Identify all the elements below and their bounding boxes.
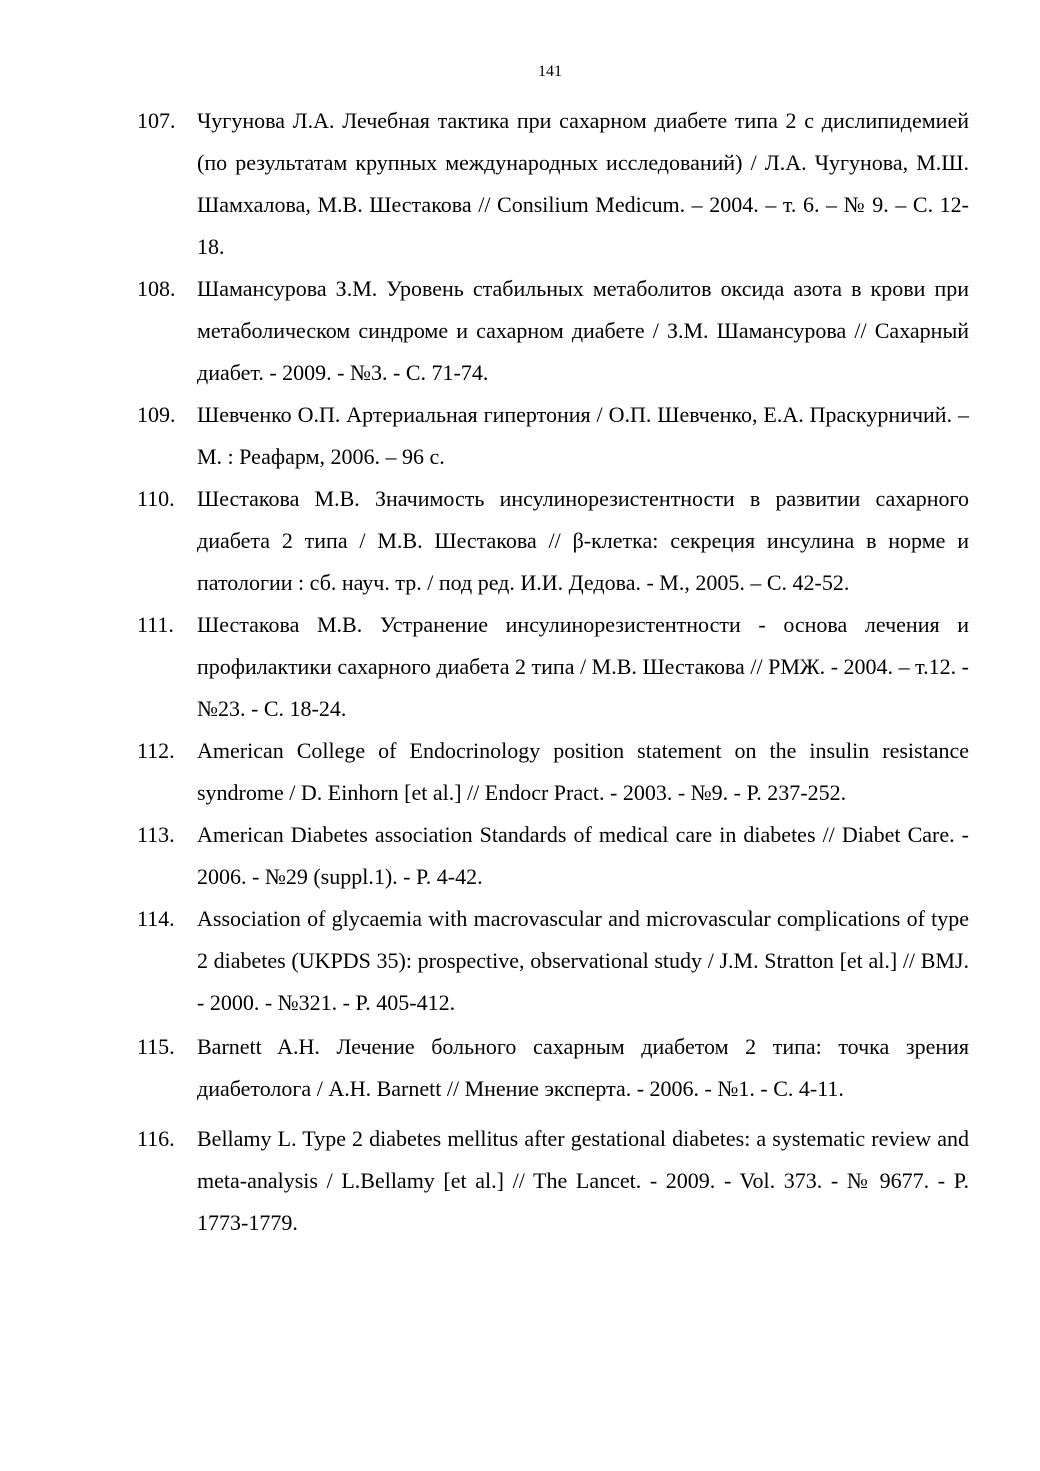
reference-text: Bellamy L. Type 2 diabetes mellitus after gestational diabetes: a systematic review and meta-analysis / L.Bellamy [et al.] // The Lancet. - 2009. - Vol. 373. - № 9677. - P. 1773-1779. <box>197 1126 969 1235</box>
reference-number: 112. <box>137 738 175 763</box>
reference-item <box>137 814 969 898</box>
reference-number: 109. <box>137 402 176 427</box>
reference-text: American College of Endocrinology position statement on the insulin resistance syndrome / D. Einhorn [et al.] // Endocr Pract. - 2003. - №9. - P. 237-252. <box>197 738 969 805</box>
reference-text: American Diabetes association Standards of medical care in diabetes // Diabet Care. - 2006. - №29 (suppl.1). - P. 4-42. <box>197 822 969 889</box>
reference-number: 108. <box>137 276 176 301</box>
reference-text: Barnett A.H. Лечение больного сахарным диабетом 2 типа: точка зрения диабетолога / A.H. Barnett // Мнение эксперта. - 2006. - №1. - С. 4-11. <box>197 1034 969 1101</box>
reference-item <box>137 478 969 604</box>
reference-item <box>137 1026 969 1110</box>
reference-number: 113. <box>137 822 175 847</box>
reference-number: 110. <box>137 486 175 511</box>
reference-text: Шамансурова З.М. Уровень стабильных метаболитов оксида азота в крови при метаболическом синдроме и сахарном диабете / З.М. Шамансурова // Сахарный диабет. - 2009. - №3. - С. 71-74. <box>197 276 969 385</box>
reference-item <box>137 898 969 1024</box>
reference-text: Шевченко О.П. Артериальная гипертония / О.П. Шевченко, Е.А. Праскурничий. – М. : Реафарм, 2006. – 96 с. <box>197 402 969 469</box>
reference-number: 115. <box>137 1034 175 1059</box>
reference-text: Шестакова М.В. Значимость инсулинорезистентности в развитии сахарного диабета 2 типа / М.В. Шестакова // β-клетка: секреция инсулина в норме и патологии : сб. науч. тр. / под ред. И.И. Дедова. - М., 2005. – С. 42-52. <box>197 486 969 595</box>
reference-number: 116. <box>137 1126 175 1151</box>
reference-number: 114. <box>137 906 175 931</box>
page-number: 141 <box>538 63 562 80</box>
reference-item <box>137 730 969 814</box>
reference-item <box>137 1118 969 1244</box>
reference-number: 111. <box>137 612 174 637</box>
reference-item <box>137 100 969 268</box>
reference-text: Association of glycaemia with macrovascular and microvascular complications of type 2 diabetes (UKPDS 35): prospective, observational study / J.M. Stratton [et al.] // BMJ. - 2000. - №321. - P. 405-412. <box>197 906 969 1015</box>
reference-list <box>137 100 969 1244</box>
reference-text: Шестакова М.В. Устранение инсулинорезистентности - основа лечения и профилактики сахарного диабета 2 типа / М.В. Шестакова // РМЖ. - 2004. – т.12. - №23. - С. 18-24. <box>197 612 969 721</box>
reference-number: 107. <box>137 108 176 133</box>
reference-item <box>137 394 969 478</box>
reference-item <box>137 268 969 394</box>
reference-text: Чугунова Л.А. Лечебная тактика при сахарном диабете типа 2 с дислипидемией (по результатам крупных международных исследований) / Л.А. Чугунова, М.Ш. Шамхалова, М.В. Шестакова // Consilium Medicum. – 2004. – т. 6. – № 9. – С. 12-18. <box>197 108 969 259</box>
reference-item <box>137 604 969 730</box>
